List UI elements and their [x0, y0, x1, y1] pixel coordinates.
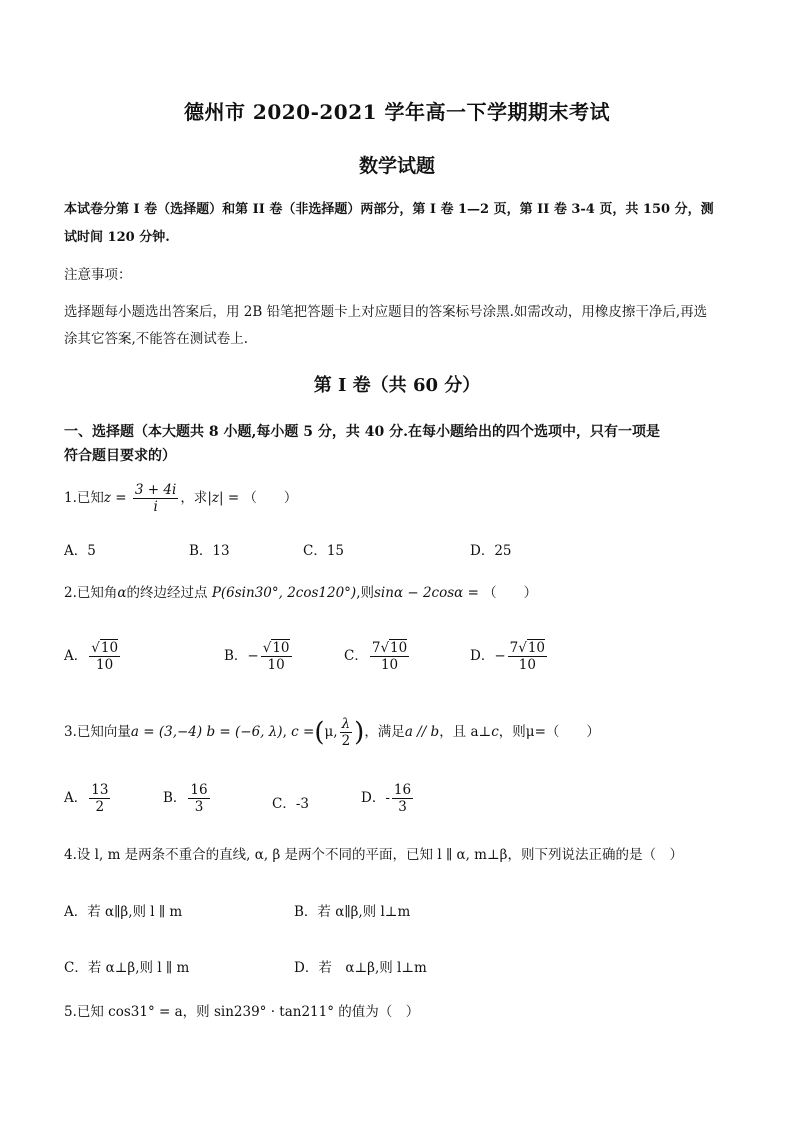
q3-cond: ，满足: [364, 724, 405, 740]
q3-c-pre: c =: [291, 724, 315, 740]
q3-a-num: 13: [91, 782, 109, 798]
q1-var: z: [103, 490, 112, 506]
q3-d-den: 3: [398, 799, 407, 815]
q3-c-num: λ: [341, 716, 351, 732]
q2-option-b: [224, 640, 294, 673]
q3-and: ，且 a⊥: [439, 724, 492, 740]
q2-d-sign: −: [494, 648, 506, 664]
q2-b-rad: 10: [272, 640, 290, 656]
part-heading: 第 I 卷（共 60 分）: [313, 375, 481, 396]
q1-option-a: A．5: [64, 543, 96, 559]
q2-d-coef: 7: [509, 640, 519, 656]
q4-option-b: B．若 α∥β,则 l⊥m: [294, 904, 411, 920]
q1-end: = （ ）: [223, 490, 298, 506]
exam-subtitle: 数学试题: [358, 155, 435, 177]
q3-option-d: [361, 782, 415, 815]
q2-c-den: 10: [380, 657, 399, 673]
intro-line-2: 试时间 120 分钟.: [64, 230, 170, 245]
q3-c-den: 2: [341, 733, 351, 749]
exam-title: 德州市 2020-2021 学年高一下学期期末考试: [183, 100, 611, 124]
q2-alpha: α: [117, 585, 127, 601]
q4-option-c: C．若 α⊥β,则 l ∥ m: [64, 960, 190, 976]
q3-b-den: 3: [194, 799, 204, 815]
q3-vector-a: a = (3,−4): [130, 724, 203, 740]
sqrt-symbol: √: [91, 640, 100, 656]
question-3: 3.已知向量a = (3,−4) b = (−6, λ), c =(μ, $\frac{\lambda}{2}$ )，满足a // b，且 a⊥c，则μ=（ ）: [64, 716, 600, 749]
question-2: [64, 583, 537, 603]
q1-fraction: [133, 482, 178, 515]
q2-expr: sinα − 2cosα: [374, 585, 464, 601]
q2-option-a: [64, 640, 122, 673]
notice-line-1: 选择题每小题选出答案后，用 2B 铅笔把答题卡上对应题目的答案标号涂黑.如需改动，用橡皮擦干净后,再选: [64, 304, 708, 320]
q3-d-num: 16: [393, 782, 412, 798]
sqrt-symbol: √: [262, 640, 272, 656]
q3-end: ，则μ=（ ）: [498, 724, 600, 740]
q2-b-sign: −: [247, 648, 259, 664]
q3-a-den: 2: [95, 799, 105, 815]
question-5: 5.已知 cos31° = a，则 sin239° · tan211° 的值为（ ）: [64, 1004, 420, 1020]
q4-option-d: D．若 α⊥β,则 l⊥m: [294, 960, 427, 976]
q2-point: P(6sin30°, 2cos120°): [211, 585, 357, 601]
q3-vector-b: b = (−6, λ): [206, 724, 283, 740]
q2-option-d: [470, 640, 549, 673]
q3-b-label: B．: [163, 790, 187, 806]
question-1: [64, 482, 297, 515]
q2-c-coef: 7: [371, 640, 381, 656]
notice-line-2: 涂其它答案,不能答在测试卷上.: [64, 331, 249, 347]
q3-d-label: D．-: [361, 790, 390, 806]
q3-c-mu: μ,: [324, 724, 338, 740]
q3-option-a: [64, 782, 112, 815]
q1-num: 3 + 4i: [134, 482, 177, 498]
q2-end: = （ ）: [463, 585, 538, 601]
q2-d-den: 10: [518, 657, 536, 673]
q1-option-b: B．13: [189, 543, 230, 559]
q4-option-a: A．若 α∥β,则 l ∥ m: [64, 904, 183, 920]
q2-after: ,则: [356, 585, 374, 601]
q3-parallel: a // b: [404, 724, 440, 740]
q3-option-b: [163, 782, 212, 815]
q3-a-label: A．: [64, 790, 88, 806]
q2-option-c: [344, 640, 411, 673]
q3-cvar: c: [491, 724, 499, 740]
intro-line-1: 本试卷分第 I 卷（选择题）和第 II 卷（非选择题）两部分，第 I 卷 1—2 页，第 II 卷 3-4 页，共 150 分，测: [64, 202, 714, 217]
q1-prefix: 1.已知: [64, 490, 104, 506]
q3-option-c: C．-3: [272, 796, 309, 812]
question-4: 4.设 l, m 是两条不重合的直线, α, β 是两个不同的平面，已知 l ∥ α, m⊥β，则下列说法正确的是（ ）: [64, 847, 683, 863]
q2-b-label: B．: [224, 648, 248, 664]
q2-a-rad: 10: [100, 640, 119, 656]
q1-abs: |z|: [207, 490, 224, 506]
section-line-2: 符合题目要求的）: [64, 448, 176, 464]
q2-a-den: 10: [96, 657, 114, 673]
q2-c-label: C．: [344, 648, 368, 664]
q3-prefix: 3.已知向量: [64, 724, 131, 740]
notice-label: 注意事项：: [64, 267, 132, 283]
q1-option-c: C．15: [303, 543, 345, 559]
q2-d-label: D．: [470, 648, 495, 664]
q2-prefix: 2.已知角: [64, 585, 118, 601]
q3-b-num: 16: [190, 782, 208, 798]
q2-d-rad: 10: [527, 640, 546, 656]
sqrt-symbol: √: [380, 640, 390, 656]
q2-b-den: 10: [267, 657, 285, 673]
q2-mid: 的终边经过点: [126, 585, 212, 601]
q1-eq: =: [111, 490, 131, 506]
q1-suffix: ，求: [180, 490, 208, 506]
q1-den: i: [153, 499, 158, 515]
section-line-1: 一、选择题（本大题共 8 小题,每小题 5 分，共 40 分.在每小题给出的四个选项中，只有一项是: [64, 424, 660, 440]
q2-a-label: A．: [64, 648, 88, 664]
sqrt-symbol: √: [518, 640, 527, 656]
q1-option-d: D．25: [470, 543, 512, 559]
q2-c-rad: 10: [390, 640, 408, 656]
